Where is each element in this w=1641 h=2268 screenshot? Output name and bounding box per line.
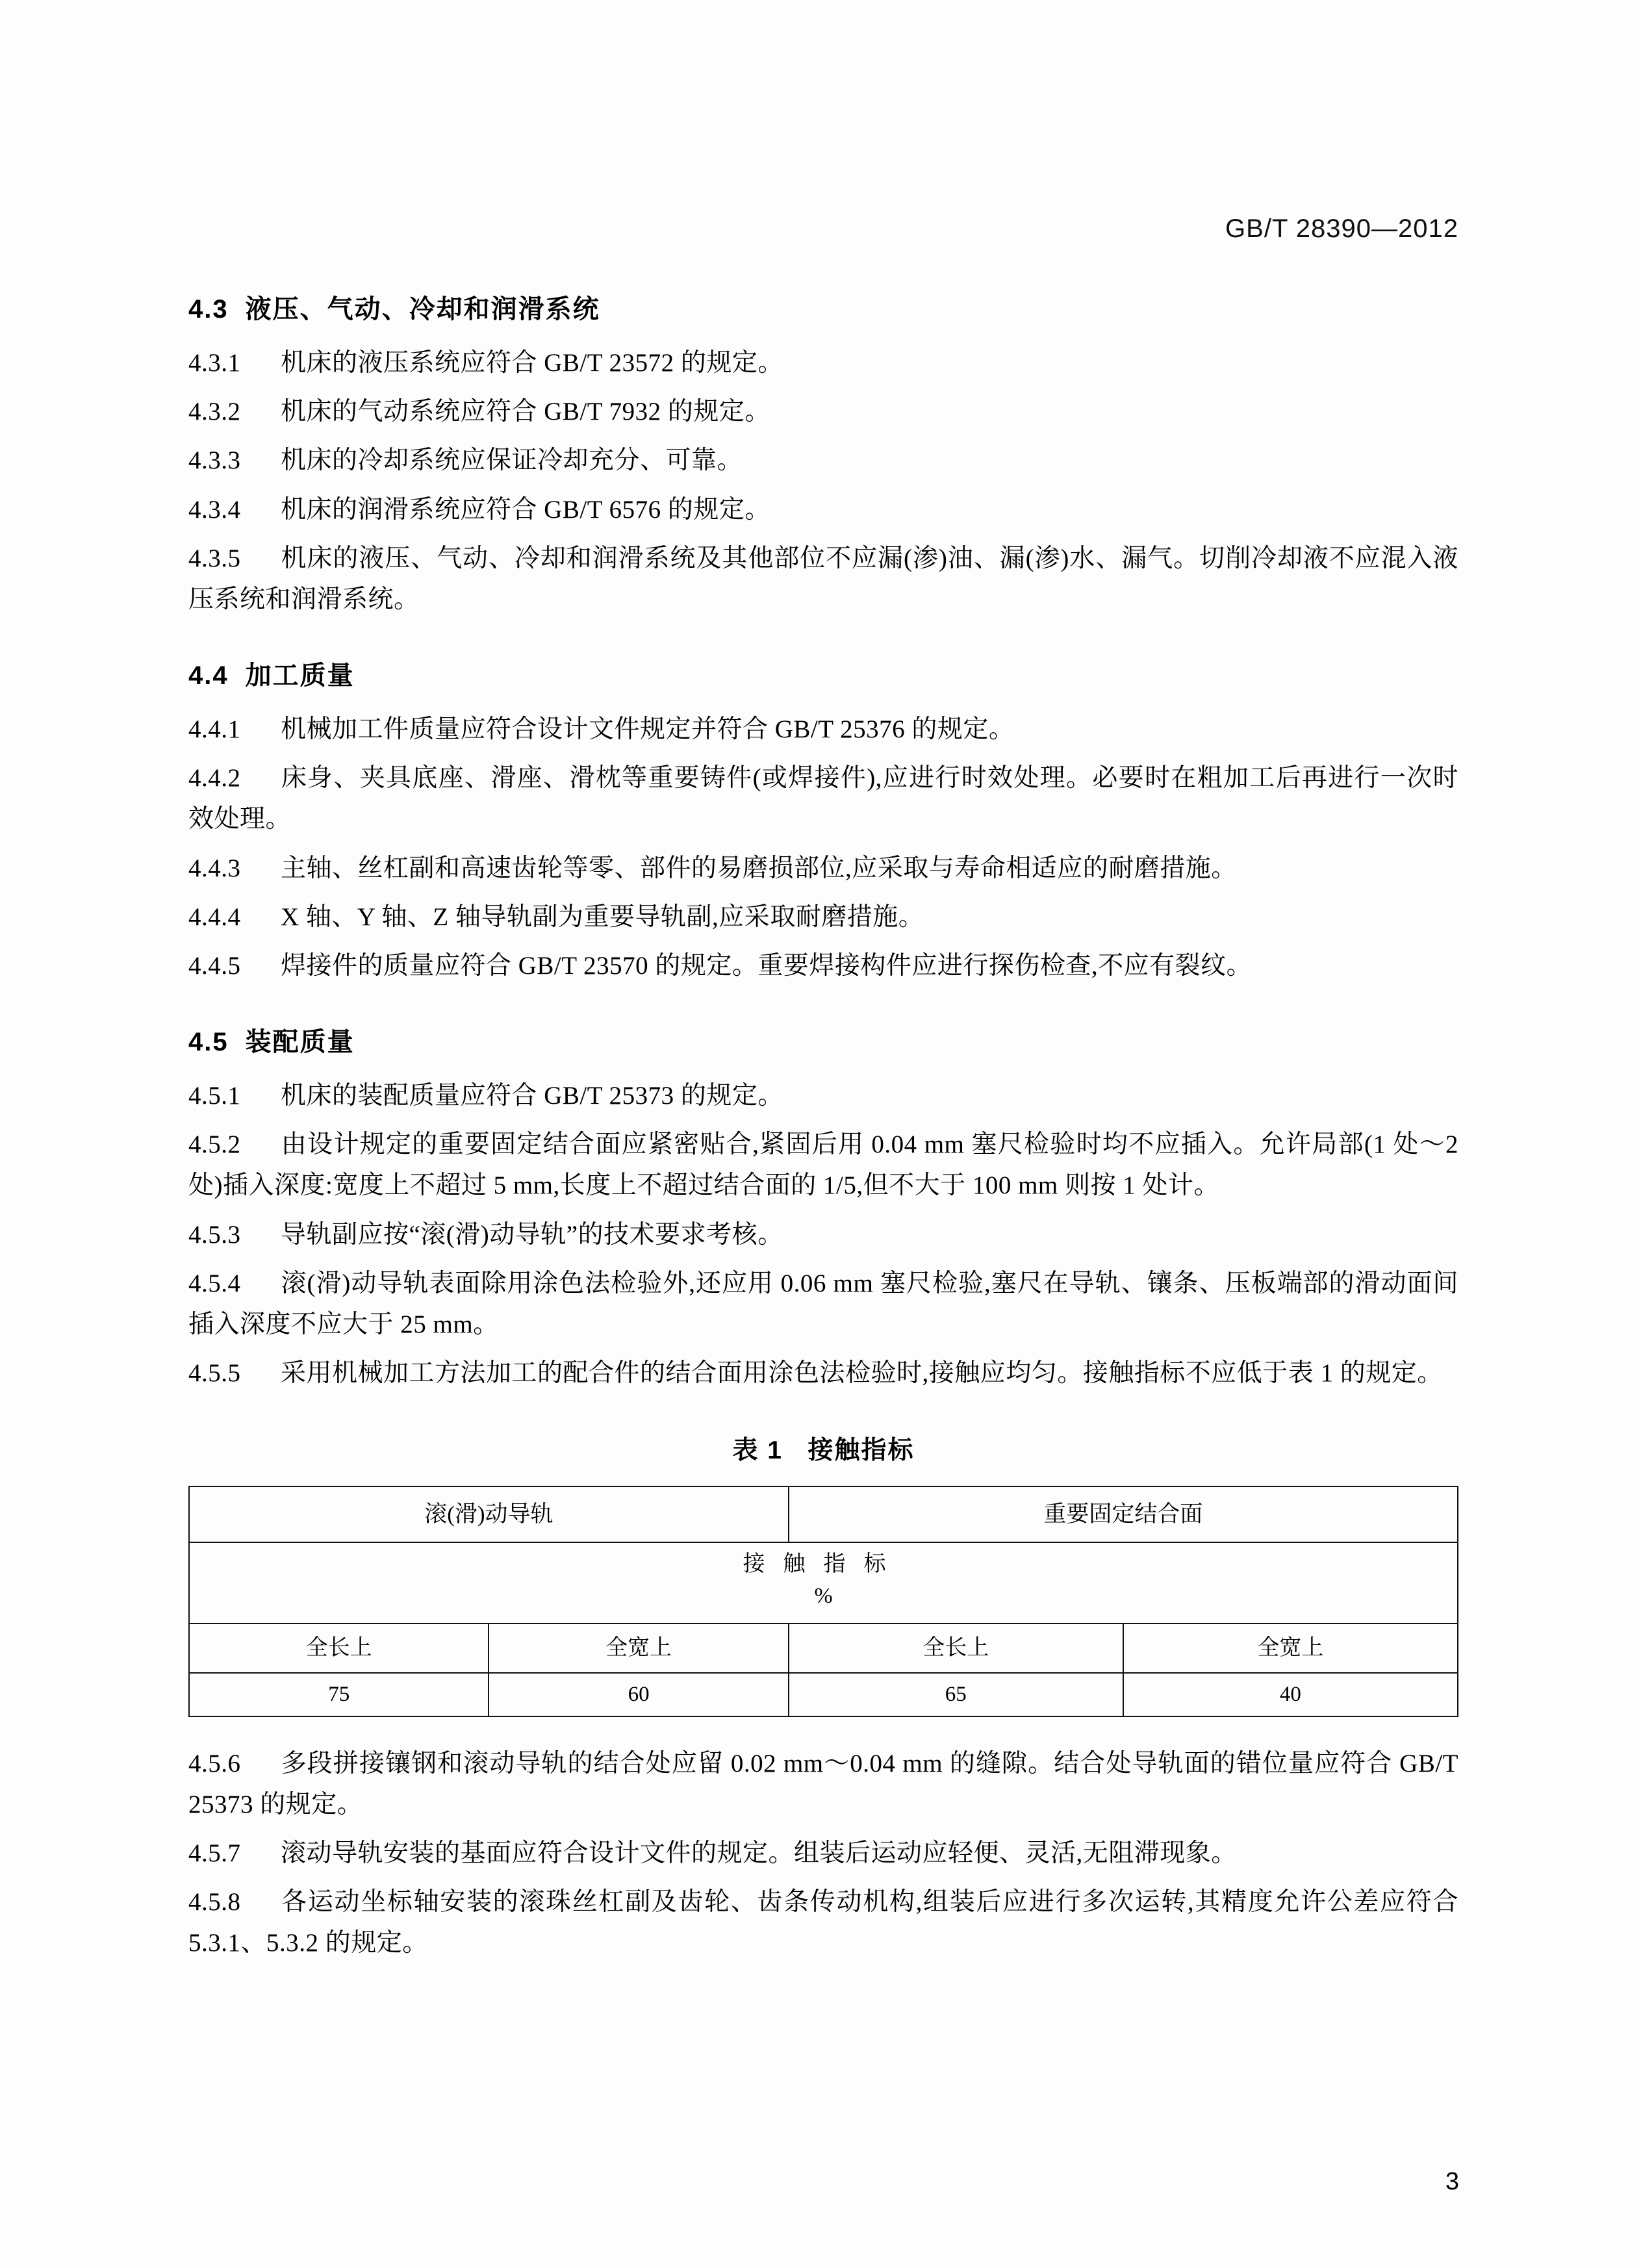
table-index-unit: % xyxy=(814,1584,833,1609)
paragraph-text: 导轨副应按“滚(滑)动导轨”的技术要求考核。 xyxy=(281,1220,783,1249)
paragraph-text: 机械加工件质量应符合设计文件规定并符合 GB/T 25376 的规定。 xyxy=(281,715,1015,744)
paragraph-text: 采用机械加工方法加工的配合件的结合面用涂色法检验时,接触应均匀。接触指标不应低于表 1 的规定。 xyxy=(281,1359,1443,1388)
contact-index-table xyxy=(188,1486,1458,1716)
page-header-standard-id: GB/T 28390—2012 xyxy=(1225,214,1458,243)
paragraph-text: 机床的冷却系统应保证冷却充分、可靠。 xyxy=(281,446,743,475)
paragraph-4-3-5 xyxy=(188,538,1458,620)
table-cell-value-3: 40 xyxy=(1123,1673,1458,1716)
table-column-header-0: 全长上 xyxy=(189,1624,489,1673)
paragraph-text: 焊接件的质量应符合 GB/T 23570 的规定。重要焊接构件应进行探伤检查,不应有裂纹。 xyxy=(281,951,1253,980)
section-number: 4.3 xyxy=(188,295,229,324)
table-cell-value-1: 60 xyxy=(489,1673,788,1716)
table-row xyxy=(189,1624,1458,1673)
page-footer xyxy=(188,2157,1459,2196)
paragraph-number: 4.4.4 xyxy=(188,902,241,931)
paragraph-text: 滚动导轨安装的基面应符合设计文件的规定。组装后运动应轻便、灵活,无阻滞现象。 xyxy=(281,1839,1237,1868)
table-row xyxy=(189,1486,1458,1542)
paragraph-4-4-4 xyxy=(188,897,1458,937)
table-caption-title: 接触指标 xyxy=(808,1436,915,1465)
paragraph-number: 4.5.5 xyxy=(188,1359,241,1388)
section-heading-4-5 xyxy=(188,1021,1458,1058)
paragraph-text: 主轴、丝杠副和高速齿轮等零、部件的易磨损部位,应采取与寿命相适应的耐磨措施。 xyxy=(281,854,1237,882)
paragraph-text: 滚(滑)动导轨表面除用涂色法检验外,还应用 0.06 mm 塞尺检验,塞尺在导轨、镶条、压板端部的滑动面间插入深度不应大于 25 mm。 xyxy=(188,1269,1458,1338)
paragraph-4-5-7 xyxy=(188,1833,1458,1874)
paragraph-4-4-3 xyxy=(188,848,1458,889)
paragraph-text: 多段拼接镶钢和滚动导轨的结合处应留 0.02 mm～0.04 mm 的缝隙。结合处导轨面的错位量应符合 GB/T 25373 的规定。 xyxy=(188,1749,1458,1818)
paragraph-4-5-4 xyxy=(188,1263,1458,1345)
section-heading-4-4 xyxy=(188,655,1458,692)
paragraph-text: 床身、夹具底座、滑座、滑枕等重要铸件(或焊接件),应进行时效处理。必要时在粗加工后再进行一次时效处理。 xyxy=(188,764,1458,834)
paragraph-4-5-8 xyxy=(188,1881,1458,1963)
table-caption-number: 表 1 xyxy=(732,1436,783,1465)
paragraph-number: 4.4.5 xyxy=(188,951,241,980)
paragraph-text: 机床的润滑系统应符合 GB/T 6576 的规定。 xyxy=(281,495,770,524)
paragraph-number: 4.5.3 xyxy=(188,1220,241,1249)
paragraph-text: 机床的液压、气动、冷却和润滑系统及其他部位不应漏(渗)油、漏(渗)水、漏气。切削冷却液不应混入液压系统和润滑系统。 xyxy=(188,544,1458,613)
section-title-text: 装配质量 xyxy=(245,1028,355,1057)
section-heading-4-3 xyxy=(188,288,1458,325)
paragraph-number: 4.4.3 xyxy=(188,854,241,882)
table-group-header-joint-surface: 重要固定结合面 xyxy=(789,1486,1458,1542)
paragraph-4-5-3 xyxy=(188,1214,1458,1255)
paragraph-4-5-5 xyxy=(188,1353,1458,1394)
paragraph-4-3-4 xyxy=(188,489,1458,530)
paragraph-number: 4.5.8 xyxy=(188,1888,241,1917)
paragraph-4-4-2 xyxy=(188,758,1458,839)
section-title-text: 液压、气动、冷却和润滑系统 xyxy=(245,295,600,324)
paragraph-number: 4.3.4 xyxy=(188,495,241,524)
table-column-header-1: 全宽上 xyxy=(489,1624,788,1673)
paragraph-4-4-1 xyxy=(188,709,1458,750)
paragraph-number: 4.5.6 xyxy=(188,1749,241,1777)
paragraph-4-4-5 xyxy=(188,945,1458,986)
paragraph-4-5-2 xyxy=(188,1124,1458,1206)
paragraph-4-5-6 xyxy=(188,1743,1458,1825)
page-number: 3 xyxy=(1445,2168,1459,2195)
table-caption xyxy=(188,1430,1458,1466)
section-title-text: 加工质量 xyxy=(245,661,355,691)
paragraph-number: 4.3.3 xyxy=(188,446,241,475)
paragraph-4-3-1 xyxy=(188,342,1458,383)
table-group-header-guideway: 滚(滑)动导轨 xyxy=(189,1486,789,1542)
paragraph-text: 各运动坐标轴安装的滚珠丝杠副及齿轮、齿条传动机构,组装后应进行多次运转,其精度允许公差应符合 5.3.1、5.3.2 的规定。 xyxy=(188,1888,1458,1957)
section-number: 4.4 xyxy=(188,661,229,691)
table-cell-value-0: 75 xyxy=(189,1673,489,1716)
paragraph-4-3-2 xyxy=(188,391,1458,432)
table-column-header-2: 全长上 xyxy=(789,1624,1123,1673)
page-content xyxy=(188,214,1458,1972)
section-number: 4.5 xyxy=(188,1028,229,1057)
paragraph-text: 机床的气动系统应符合 GB/T 7932 的规定。 xyxy=(281,398,770,426)
paragraph-number: 4.3.2 xyxy=(188,398,241,426)
paragraph-number: 4.5.4 xyxy=(188,1269,241,1297)
table-index-label xyxy=(189,1542,1458,1624)
table-cell-value-2: 65 xyxy=(789,1673,1123,1716)
paragraph-number: 4.5.1 xyxy=(188,1082,241,1110)
paragraph-text: 由设计规定的重要固定结合面应紧密贴合,紧固后用 0.04 mm 塞尺检验时均不应插入。允许局部(1 处～2 处)插入深度:宽度上不超过 5 mm,长度上不超过结合面的 1/5,但不大于 100 mm 则按 1 处计。 xyxy=(188,1130,1458,1200)
paragraph-number: 4.5.7 xyxy=(188,1839,241,1868)
after-table-paragraphs xyxy=(188,1743,1458,1964)
paragraph-4-5-1 xyxy=(188,1075,1458,1116)
table-index-label-text: 接触指标 xyxy=(743,1551,904,1576)
table-row xyxy=(189,1542,1458,1624)
paragraph-number: 4.4.2 xyxy=(188,764,241,793)
paragraph-number: 4.3.1 xyxy=(188,349,241,377)
paragraph-4-3-3 xyxy=(188,440,1458,481)
paragraph-number: 4.4.1 xyxy=(188,715,241,744)
table-row xyxy=(189,1673,1458,1716)
paragraph-text: 机床的液压系统应符合 GB/T 23572 的规定。 xyxy=(281,349,783,377)
table-column-header-3: 全宽上 xyxy=(1123,1624,1458,1673)
paragraph-number: 4.5.2 xyxy=(188,1130,241,1159)
paragraph-number: 4.3.5 xyxy=(188,544,241,572)
paragraph-text: X 轴、Y 轴、Z 轴导轨副为重要导轨副,应采取耐磨措施。 xyxy=(281,902,924,931)
paragraph-text: 机床的装配质量应符合 GB/T 25373 的规定。 xyxy=(281,1082,783,1110)
